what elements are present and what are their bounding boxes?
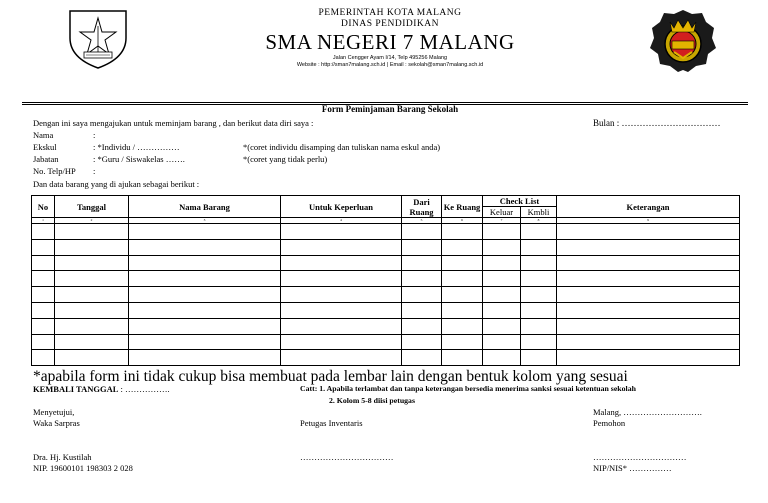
table-cell[interactable]	[32, 350, 55, 366]
table-cell[interactable]	[442, 334, 483, 350]
table-cell[interactable]	[442, 271, 483, 287]
note-line-2: 2. Kolom 5-8 diisi petugas	[329, 396, 415, 405]
col-header-keterangan: Keterangan	[557, 196, 740, 218]
officer-signature-line[interactable]: ……………………………	[300, 452, 394, 462]
table-cell[interactable]	[55, 350, 129, 366]
field-telp[interactable]	[33, 166, 95, 176]
table-cell[interactable]	[32, 302, 55, 318]
table-cell[interactable]	[129, 271, 281, 287]
column-number: 1	[32, 218, 55, 224]
table-cell[interactable]	[402, 350, 442, 366]
table-cell[interactable]	[483, 302, 521, 318]
table-cell[interactable]	[55, 318, 129, 334]
table-cell[interactable]	[521, 318, 557, 334]
header-rule	[22, 102, 748, 103]
table-cell[interactable]	[442, 239, 483, 255]
table-cell[interactable]	[281, 287, 402, 303]
col-header-no: No	[32, 196, 55, 218]
table-cell[interactable]	[402, 302, 442, 318]
table-cell[interactable]	[402, 255, 442, 271]
column-number: 5	[402, 218, 442, 224]
table-cell[interactable]	[483, 334, 521, 350]
col-header-kmbli: Kmbli	[521, 207, 557, 218]
field-label: Ekskul	[33, 142, 57, 152]
table-cell[interactable]	[442, 287, 483, 303]
approve-nip: NIP. 19600101 198303 2 028	[33, 463, 133, 473]
table-cell[interactable]	[442, 255, 483, 271]
field-nama[interactable]	[33, 130, 95, 140]
col-header-keperluan: Untuk Keperluan	[281, 196, 402, 218]
table-cell[interactable]	[32, 334, 55, 350]
table-cell[interactable]	[129, 302, 281, 318]
table-cell[interactable]	[32, 318, 55, 334]
table-cell[interactable]	[129, 239, 281, 255]
column-number: 4	[281, 218, 402, 224]
table-cell[interactable]	[402, 224, 442, 240]
approve-name: Dra. Hj. Kustilah	[33, 452, 92, 462]
table-cell[interactable]	[402, 271, 442, 287]
note-ekskul: *(coret individu disamping dan tuliskan nama eskul anda)	[243, 142, 441, 152]
return-date[interactable]	[33, 384, 170, 394]
table-cell[interactable]	[281, 302, 402, 318]
table-row	[32, 302, 740, 318]
government-name: PEMERINTAH KOTA MALANG	[318, 8, 462, 18]
table-cell[interactable]	[32, 271, 55, 287]
table-cell[interactable]	[55, 302, 129, 318]
table-cell[interactable]	[521, 334, 557, 350]
table-cell[interactable]	[32, 255, 55, 271]
department-name: DINAS PENDIDIKAN	[341, 19, 439, 29]
table-cell[interactable]	[521, 350, 557, 366]
table-cell[interactable]	[55, 271, 129, 287]
table-cell[interactable]	[55, 255, 129, 271]
field-label: No. Telp/HP	[33, 166, 76, 176]
table-cell[interactable]	[442, 302, 483, 318]
form-title: Form Peminjaman Barang Sekolah	[321, 104, 459, 114]
school-crest-icon	[648, 8, 718, 74]
field-ekskul[interactable]	[33, 142, 180, 152]
table-cell[interactable]	[557, 318, 740, 334]
field-value: :	[93, 130, 96, 140]
field-label: Jabatan	[33, 154, 59, 164]
col-header-keluar: Keluar	[483, 207, 521, 218]
table-cell[interactable]	[557, 255, 740, 271]
table-row	[32, 255, 740, 271]
return-date-label: KEMBALI TANGGAL	[33, 384, 119, 394]
intro-text: Dengan ini saya mengajukan untuk meminjam barang , dan berikut data diri saya :	[33, 118, 314, 128]
table-cell[interactable]	[281, 350, 402, 366]
field-value: : *Guru / Siswakelas …….	[93, 154, 185, 164]
table-row	[32, 224, 740, 240]
col-header-nama-barang: Nama Barang	[129, 196, 281, 218]
table-cell[interactable]	[483, 255, 521, 271]
table-cell[interactable]	[442, 318, 483, 334]
applicant-signature-line[interactable]: ……………………………	[593, 452, 687, 462]
footnote: *apabila form ini tidak cukup bisa membuat pada lembar lain dengan bentuk kolom yang sesuai	[33, 368, 628, 385]
table-cell[interactable]	[442, 350, 483, 366]
table-cell[interactable]	[281, 271, 402, 287]
table-cell[interactable]	[521, 255, 557, 271]
approve-label: Menyetujui,	[33, 407, 75, 417]
table-row	[32, 271, 740, 287]
table-cell[interactable]	[521, 224, 557, 240]
table-cell[interactable]	[557, 334, 740, 350]
table-cell[interactable]	[55, 334, 129, 350]
loan-items-table	[31, 195, 740, 366]
table-row	[32, 350, 740, 366]
table-cell[interactable]	[32, 239, 55, 255]
table-cell[interactable]	[32, 287, 55, 303]
table-cell[interactable]	[281, 318, 402, 334]
table-cell[interactable]	[521, 287, 557, 303]
applicant-role: Pemohon	[593, 418, 626, 428]
note-jabatan: *(coret yang tidak perlu)	[243, 154, 328, 164]
bulan-field[interactable]: Bulan : ……………………………	[593, 118, 721, 128]
table-cell[interactable]	[402, 287, 442, 303]
table-cell[interactable]	[55, 287, 129, 303]
table-cell[interactable]	[129, 334, 281, 350]
table-cell[interactable]	[557, 287, 740, 303]
table-cell[interactable]	[281, 239, 402, 255]
table-cell[interactable]	[129, 350, 281, 366]
school-address: Jalan Cengger Ayam I/14, Telp 495256 Malang	[332, 55, 448, 61]
table-row	[32, 239, 740, 255]
table-cell[interactable]	[521, 239, 557, 255]
return-date-value: : …………….	[120, 384, 170, 394]
col-header-ke-ruang: Ke Ruang	[442, 196, 483, 218]
table-cell[interactable]	[557, 239, 740, 255]
col-header-dari-ruang: Dari Ruang	[402, 196, 442, 218]
officer-role: Petugas Inventaris	[300, 418, 363, 428]
col-header-tanggal: Tanggal	[55, 196, 129, 218]
table-cell[interactable]	[483, 224, 521, 240]
table-cell[interactable]	[483, 350, 521, 366]
malang-city-emblem-icon	[66, 8, 130, 70]
table-cell[interactable]	[483, 271, 521, 287]
table-cell[interactable]	[55, 224, 129, 240]
table-cell[interactable]	[483, 318, 521, 334]
applicant-id[interactable]: NIP/NIS* ……………	[593, 463, 672, 473]
table-cell[interactable]	[281, 224, 402, 240]
table-cell[interactable]	[557, 224, 740, 240]
column-number: 2	[55, 218, 129, 224]
table-cell[interactable]	[402, 318, 442, 334]
table-row	[32, 287, 740, 303]
table-cell[interactable]	[129, 255, 281, 271]
items-intro: Dan data barang yang di ajukan sebagai berikut :	[33, 179, 200, 189]
table-cell[interactable]	[402, 334, 442, 350]
table-row	[32, 334, 740, 350]
column-number: 8	[521, 218, 557, 224]
table-cell[interactable]	[32, 224, 55, 240]
table-cell[interactable]	[521, 271, 557, 287]
column-number: 9	[557, 218, 740, 224]
table-cell[interactable]	[402, 239, 442, 255]
table-cell[interactable]	[281, 334, 402, 350]
field-jabatan[interactable]	[33, 154, 185, 164]
field-label: Nama	[33, 130, 54, 140]
field-value: : *Individu / ……………	[93, 142, 180, 152]
table-cell[interactable]	[129, 224, 281, 240]
field-value: :	[93, 166, 96, 176]
table-cell[interactable]	[483, 287, 521, 303]
approve-role: Waka Sarpras	[33, 418, 80, 428]
table-cell[interactable]	[55, 239, 129, 255]
table-cell[interactable]	[557, 271, 740, 287]
table-cell[interactable]	[557, 350, 740, 366]
place-date[interactable]: Malang, ……………………….	[593, 407, 702, 417]
table-cell[interactable]	[521, 302, 557, 318]
table-cell[interactable]	[483, 239, 521, 255]
school-website: Website : http://sman7malang.sch.id | Email : sekolah@sman7malang.sch.id	[296, 62, 484, 68]
column-number: 7	[483, 218, 521, 224]
school-name: SMA NEGERI 7 MALANG	[265, 30, 515, 54]
table-cell[interactable]	[442, 224, 483, 240]
table-cell[interactable]	[129, 287, 281, 303]
table-cell[interactable]	[129, 318, 281, 334]
column-number: 3	[129, 218, 281, 224]
col-header-check-list: Check List	[483, 196, 557, 207]
table-cell[interactable]	[557, 302, 740, 318]
column-number: 6	[442, 218, 483, 224]
table-row	[32, 318, 740, 334]
table-cell[interactable]	[281, 255, 402, 271]
note-line-1: Catt: 1. Apabila terlambat dan tanpa keterangan bersedia menerima sanksi sesuai ketentuan sekolah	[300, 384, 636, 393]
